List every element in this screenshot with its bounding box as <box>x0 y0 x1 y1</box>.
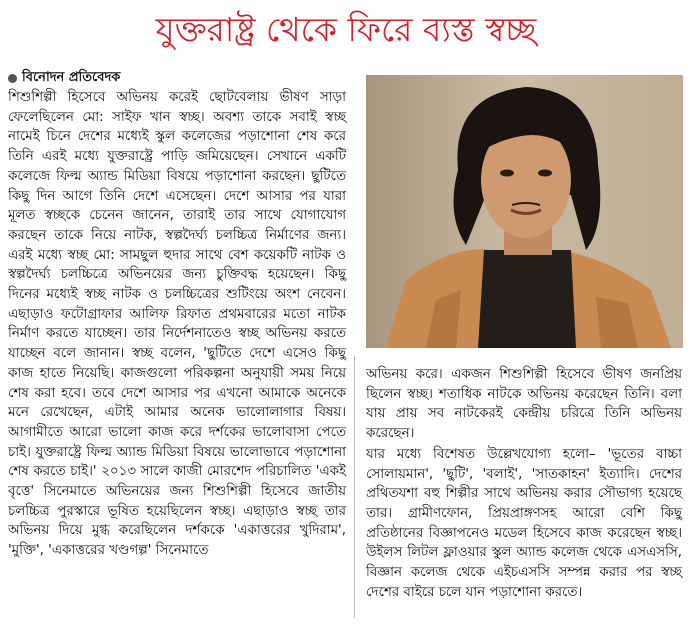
paragraph: অভিনয় করে। একজন শিশুশিল্পী হিসেবে ভীষণ জনপ্রিয় ছিলেন স্বচ্ছ। শতাধিক নাটকে অভিনয় করেছেন তিনি। বলা যায় প্রায় সব নাটকেরই কেন্দ্রীয় চরিত্রে তিনি অভিনয় করেছেন। <box>366 367 682 442</box>
byline-text: বিনোদন প্রতিবেদক <box>22 70 121 85</box>
headline: যুক্তরাষ্ট্র থেকে ফিরে ব্যস্ত স্বচ্ছ <box>155 10 537 49</box>
column-divider <box>354 356 355 618</box>
paragraph: যার মধ্যে বিশেষত উল্লেখযোগ্য হলো– 'ভূতের বাচ্চা সোলায়মান', 'ছুটি', 'বলাই', 'সাতকাহন' ইত্যাদি। দেশের প্রথিতযশা বহু শিল্পীর সাথে অভিনয় করার সৌভাগ্য হয়েছে তার। গ্রামীণফোন, প্রিয়প্রাঙ্গণসহ আরো বেশি কিছু প্রতিষ্ঠানের বিজ্ঞাপনেও মডেল হিসেবে কাজ করেছেন স্বচ্ছ। উইলস লিটল ফ্লাওয়ার স্কুল অ্যান্ড কলেজ থেকে এসএসসি, বিজ্ঞান কলেজ থেকে এইচএসসি সম্পন্ন করার পর স্বচ্ছ দেশের বাইরে চলে যান পড়াশোনা করতে। <box>366 446 682 600</box>
portrait-photo <box>366 75 683 348</box>
bullet-icon <box>8 74 17 83</box>
byline <box>8 68 120 89</box>
article-right-column <box>366 365 682 602</box>
article-left-column <box>8 88 346 561</box>
paragraph: শিশুশিল্পী হিসেবে অভিনয় করেই ছোটবেলায় ভীষণ সাড়া ফেলেছিলেন মো: সাইফ খান স্বচ্ছ। অবশ্য তাকে সবাই স্বচ্ছ নামেই চিনে দেশের মধ্যেই স্কুল কলেজের পড়াশোনা শেষ করে তিনি এরই মধ্যে যুক্তরাষ্ট্রে পাড়ি জমিয়েছেন। সেখানে একটি কলেজে ফিল্ম অ্যান্ড মিডিয়া বিষয়ে পড়াশোনা করছেন। ছুটিতে কিছু দিন আগে তিনি দেশে এসেছেন। দেশে আসার পর যারা মূলত স্বচ্ছকে চেনেন জানেন, তারাই তার সাথে যোগাযোগ করছেন তাকে নিয়ে নাটক, স্বল্পদৈর্ঘ্য চলচ্চিত্র নির্মাণের জন্য। এরই মধ্যে স্বচ্ছ মো: সামছুল হুদার সাথে বেশ কয়েকটি নাটক ও স্বল্পদৈর্ঘ্য চলচ্চিত্রে অভিনয়ের জন্য চুক্তিবদ্ধ হয়েছেন। কিছু দিনের মধ্যেই স্বচ্ছ নাটক ও চলচ্চিত্রের শুটিংয়ে অংশ নেবেন। এছাড়াও ফটোগ্রাফার আলিফ রিফাত প্রথমবারের মতো নাটক নির্মাণ করতে যাচ্ছেন। তার নির্দেশনাতেও স্বচ্ছ অভিনয় করতে যাচ্ছেন বলে জানান। স্বচ্ছ বলেন, 'ছুটিতে দেশে এসেও কিছু কাজ হাতে নিয়েছি। কাজগুলো পরিকল্পনা অনুযায়ী সময় নিয়ে শেষ করা হবে। তবে দেশে আসার পর এখনো আমাকে অনেকে মনে রেখেছেন, এটাই আমার অনেক ভালোলাগার বিষয়। আগামীতে আরো ভালো কাজ করে দর্শকের ভালোবাসা পেতে চাই। যুক্তরাষ্ট্রে ফিল্ম অ্যান্ড মিডিয়া বিষয়ে ভালোভাবে পড়াশোনা শেষ করতে চাই।' ২০১৩ সালে কাজী মোরশেদ পরিচালিত 'একই বৃত্তে' সিনেমাতে অভিনয়ের জন্য শিশুশিল্পী হিসেবে জাতীয় চলচ্চিত্র পুরস্কারে ভূষিত হয়েছিলেন স্বচ্ছ। এছাড়াও স্বচ্ছ তার অভিনয় দিয়ে মুগ্ধ করেছিলেন দর্শককে 'একাত্তরের খুদিরাম', 'মুক্তি', 'একাত্তরের খণ্ডগল্প' সিনেমাতে <box>8 90 346 559</box>
